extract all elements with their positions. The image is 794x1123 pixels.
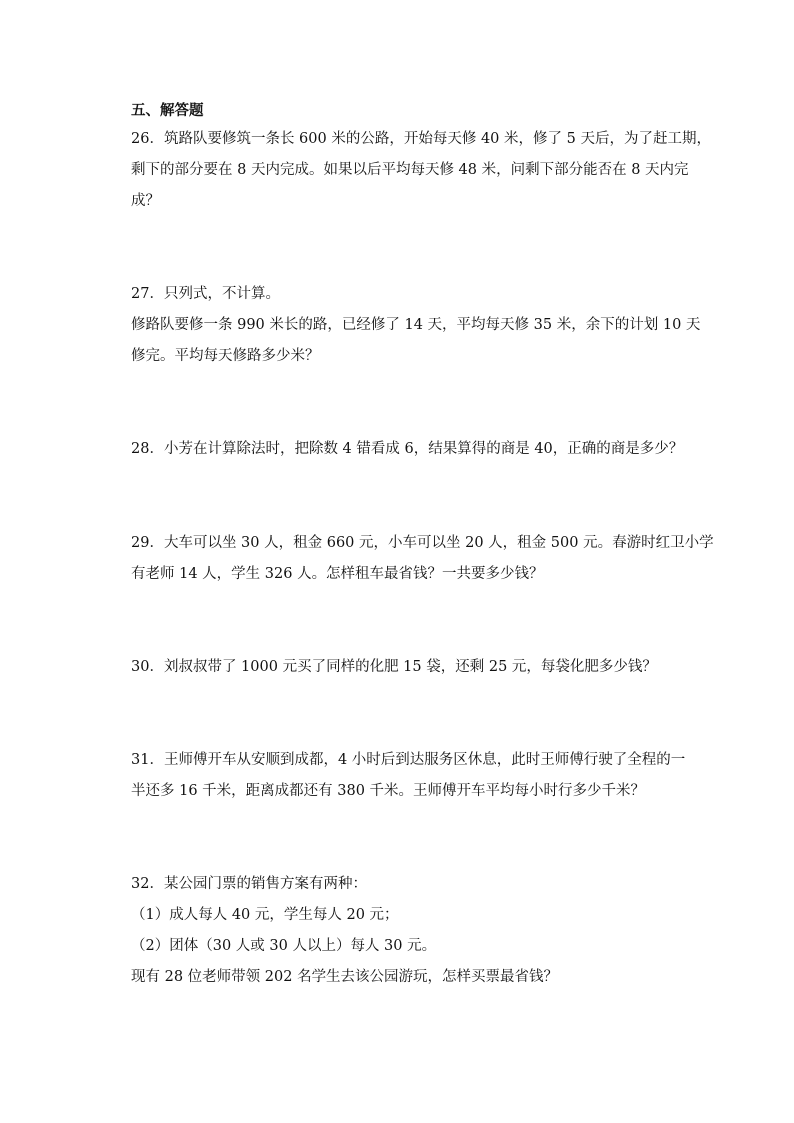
question-26-line-1: 26．筑路队要修筑一条长 600 米的公路，开始每天修 40 米，修了 5 天后，为了赶工期， xyxy=(131,131,711,147)
question-26-line-3: 成？ xyxy=(131,193,160,209)
question-27-line-2: 修路队要修一条 990 米长的路，已经修了 14 天，平均每天修 35 米，余下的计划 10 天 xyxy=(131,317,701,333)
question-32-line-2: （1）成人每人 40 元，学生每人 20 元； xyxy=(131,907,399,923)
question-27-line-3: 修完。平均每天修路多少米？ xyxy=(131,348,320,364)
question-31-line-1: 31．王师傅开车从安顺到成都，4 小时后到达服务区休息，此时王师傅行驶了全程的一 xyxy=(131,752,686,768)
question-26-line-2: 剩下的部分要在 8 天内完成。如果以后平均每天修 48 米，问剩下部分能否在 8 天内完 xyxy=(131,162,689,178)
question-32-line-4: 现有 28 位老师带领 202 名学生去该公园游玩，怎样买票最省钱？ xyxy=(131,969,559,985)
question-32-line-1: 32．某公园门票的销售方案有两种： xyxy=(131,876,367,892)
question-29-line-1: 29．大车可以坐 30 人，租金 660 元，小车可以坐 20 人，租金 500 元。春游时红卫小学 xyxy=(131,535,714,551)
question-32-line-3: （2）团体（30 人或 30 人以上）每人 30 元。 xyxy=(131,938,437,954)
question-30-line-1: 30．刘叔叔带了 1000 元买了同样的化肥 15 袋，还剩 25 元，每袋化肥多少钱？ xyxy=(131,659,657,675)
question-28-line-1: 28．小芳在计算除法时，把除数 4 错看成 6，结果算得的商是 40，正确的商是多少？ xyxy=(131,441,684,457)
question-31-line-2: 半还多 16 千米，距离成都还有 380 千米。王师傅开车平均每小时行多少千米？ xyxy=(131,783,646,799)
question-29-line-2: 有老师 14 人，学生 326 人。怎样租车最省钱？一共要多少钱？ xyxy=(131,566,544,582)
question-27-line-1: 27．只列式，不计算。 xyxy=(131,286,280,302)
section-title: 五、解答题 xyxy=(131,102,204,119)
